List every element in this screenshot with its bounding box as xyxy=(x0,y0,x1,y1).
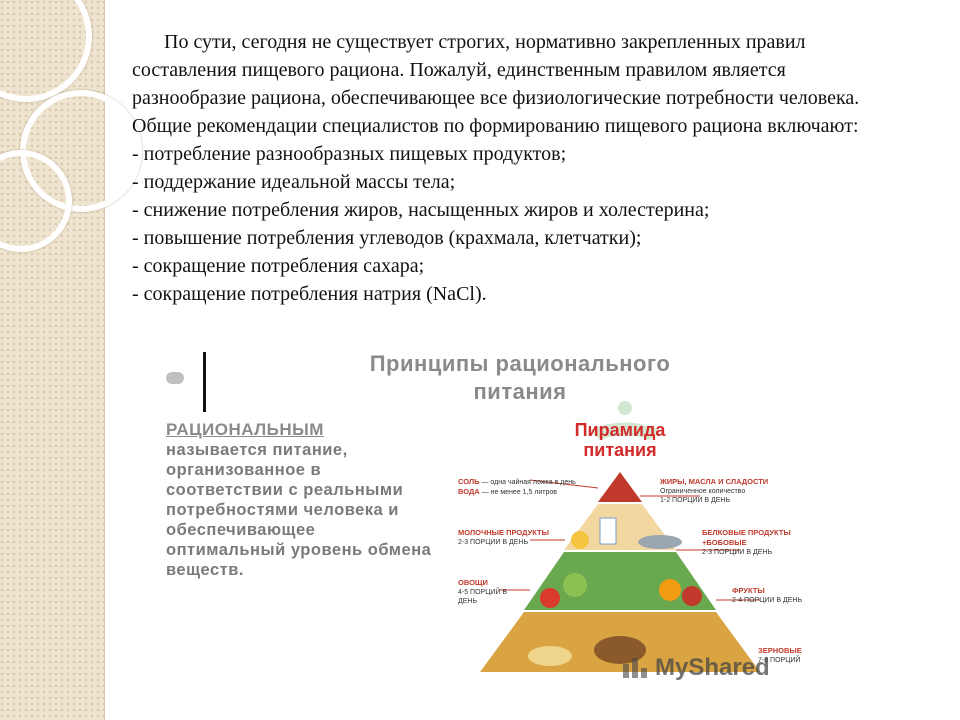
principles-title-line1: Принципы рационального xyxy=(369,351,671,376)
definition-block xyxy=(166,420,436,580)
intro-paragraph: По сути, сегодня не существует строгих, нормативно закрепленных правил составления пищевого рациона. Пожалуй, единственным правилом является разнообразие рациона, обеспечивающее все физиологические потребности человека. Общие рекомендации специалистов по формированию пищевого рациона включают: xyxy=(132,31,860,137)
list-item: - поддержание идеальной массы тела; xyxy=(132,171,456,193)
definition-text: называется питание, организованное в соответствии с реальными потребностями человека и обеспечивающее оптимальный уровень обмена веществ. xyxy=(166,441,432,579)
veg-label xyxy=(458,578,528,606)
veg-portion: 4-5 ПОРЦИЙ В ДЕНЬ xyxy=(458,589,508,605)
pyramid-title-line2: питания xyxy=(583,440,657,460)
fats-text: Ограниченное количество xyxy=(660,488,746,495)
fats-portion: 1-2 ПОРЦИИ В ДЕНЬ xyxy=(660,497,731,504)
milk-icon xyxy=(600,518,616,544)
recommendations-list xyxy=(132,140,892,308)
salt-label xyxy=(458,477,618,497)
principles-title-line2: питания xyxy=(473,379,567,404)
salt-text: — одна чайная ложка в день xyxy=(481,479,576,486)
fats-head: ЖИРЫ, МАСЛА И СЛАДОСТИ xyxy=(660,477,769,486)
pyramid-title xyxy=(540,420,700,460)
tomato-icon xyxy=(540,588,560,608)
protein-label xyxy=(702,528,822,557)
definition-term: РАЦИОНАЛЬНЫМ xyxy=(166,420,324,439)
decorative-sidebar xyxy=(0,0,105,720)
protein-portion: 2-3 ПОРЦИИ В ДЕНЬ xyxy=(702,549,773,556)
veg-head: ОВОЩИ xyxy=(458,578,488,587)
principles-title xyxy=(270,350,770,406)
pyramid-title-line1: Пирамида xyxy=(574,420,666,440)
fats-label xyxy=(660,477,820,505)
watermark: MyShared xyxy=(655,654,770,681)
water-text: — не менее 1,5 литров xyxy=(481,489,558,496)
fish-icon xyxy=(638,535,682,549)
list-item: - повышение потребления углеводов (крахмала, клетчатки); xyxy=(132,227,642,249)
cheese-icon xyxy=(571,531,589,549)
list-item: - потребление разнообразных пищевых продуктов; xyxy=(132,143,567,165)
bullet-dot-icon xyxy=(166,372,184,384)
protein-head: БЕЛКОВЫЕ ПРОДУКТЫ xyxy=(702,528,791,537)
cabbage-icon xyxy=(563,573,587,597)
list-item: - сокращение потребления натрия (NaCl). xyxy=(132,283,487,305)
main-text xyxy=(132,28,892,308)
fruit-head: ФРУКТЫ xyxy=(732,586,765,595)
divider xyxy=(203,352,206,412)
grain-head: ЗЕРНОВЫЕ xyxy=(758,646,802,655)
dairy-label xyxy=(458,528,568,547)
dairy-portion: 2-3 ПОРЦИИ В ДЕНЬ xyxy=(458,539,529,546)
apple-icon xyxy=(682,586,702,606)
orange-icon xyxy=(659,579,681,601)
food-pyramid xyxy=(440,400,830,690)
myshared-logo-icon xyxy=(620,652,650,682)
salt-head: СОЛЬ xyxy=(458,477,480,486)
list-item: - сокращение потребления сахара; xyxy=(132,255,425,277)
protein-head-2: +БОБОВЫЕ xyxy=(702,538,747,547)
water-head: ВОДА xyxy=(458,487,480,496)
fruit-label xyxy=(732,586,822,605)
list-item: - снижение потребления жиров, насыщенных жиров и холестерина; xyxy=(132,199,710,221)
grain-portion: 7-8 ПОРЦИЙ xyxy=(758,657,801,664)
pasta-icon xyxy=(528,646,572,666)
dairy-head: МОЛОЧНЫЕ ПРОДУКТЫ xyxy=(458,528,549,537)
fruit-portion: 2-4 ПОРЦИИ В ДЕНЬ xyxy=(732,597,803,604)
